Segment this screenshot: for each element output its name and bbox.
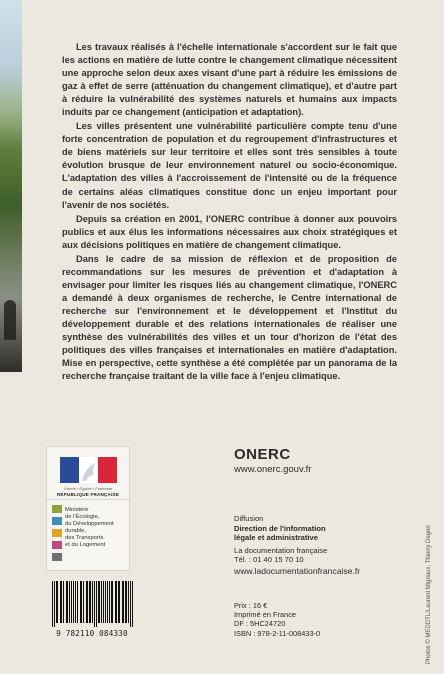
barcode-icon	[46, 579, 138, 627]
brand-url[interactable]: www.onerc.gouv.fr	[234, 464, 312, 475]
photo-credits: Photos © MEDDTL/Laurent Mignaux, Thierry Degen	[426, 525, 432, 664]
barcode-bar	[86, 581, 88, 623]
barcode-bar	[52, 581, 53, 627]
barcode-bar	[83, 581, 84, 623]
color-bar	[52, 505, 62, 513]
barcode-bar	[125, 581, 127, 623]
barcode-bar	[98, 581, 100, 623]
barcode-bar	[101, 581, 102, 623]
color-bar	[52, 553, 62, 561]
publisher-url[interactable]: www.ladocumentationfrancaise.fr	[234, 565, 361, 576]
barcode-bar	[60, 581, 62, 623]
barcode-bar	[89, 581, 91, 623]
printed-in: Imprimé en France	[234, 610, 297, 620]
df-code: DF : 5HC24720	[234, 619, 286, 629]
republic-text: RÉPUBLIQUE FRANÇAISE	[56, 492, 120, 497]
publisher-name: La documentation française	[234, 545, 328, 555]
republique-francaise-logo	[46, 446, 130, 571]
barcode-bar	[115, 581, 117, 623]
barcode-bar	[73, 581, 74, 623]
marianne-flag-icon	[60, 457, 117, 483]
barcode-digits: 9 782110 084330	[56, 629, 128, 638]
barcode-bar	[77, 581, 78, 623]
direction-line-1: Direction de l'information	[234, 523, 326, 533]
brand-name: ONERC	[234, 446, 291, 463]
barcode-bar	[122, 581, 124, 623]
barcode-bar	[109, 581, 110, 623]
barcode-bar	[107, 581, 108, 623]
ministry-line: Ministère	[65, 507, 89, 513]
barcode-bar	[63, 581, 64, 623]
barcode-bar	[92, 581, 93, 623]
person-silhouette	[4, 300, 16, 340]
barcode	[46, 579, 138, 645]
barcode-bar	[132, 581, 133, 627]
paragraph-1: Les travaux réalisés à l'échelle internationale s'accordent sur le fait que les actions en matière de lutte contre le changement climatique nécessitent une approche selon deux axes visant d'une part à réduire les émissions de gaz à effet de serre (atténuation du changement climatique), et d'autre part à réduire la vulnérabilité des systèmes naturels et humains aux impacts induits par ce changement (anticipation et adaptation).	[62, 42, 397, 118]
barcode-bar	[128, 581, 129, 623]
ministry-line: du Développement	[65, 521, 114, 528]
barcode-bar	[94, 581, 95, 627]
barcode-bar	[69, 581, 70, 623]
barcode-bar	[105, 581, 106, 623]
ministry-name	[65, 507, 125, 550]
color-bar	[52, 529, 62, 537]
pricing-block	[234, 601, 320, 638]
direction-line-2: légale et administrative	[234, 533, 318, 543]
barcode-bar	[80, 581, 82, 623]
barcode-bar	[54, 581, 55, 627]
publisher-phone: Tél. : 01 40 15 70 10	[234, 555, 304, 565]
isbn: ISBN : 978-2-11-008433-0	[234, 628, 321, 638]
paragraph-3: Depuis sa création en 2001, l'ONERC contribue à donner aux pouvoirs publics et aux élus les informations nécessaires aux choix stratégiques et aux décisions politiques en matière de changement climatique.	[62, 213, 397, 250]
motto-text: Liberté • Égalité • Fraternité	[63, 486, 113, 491]
barcode-bar	[71, 581, 72, 623]
ministry-color-bars	[52, 505, 62, 565]
back-cover-text	[62, 41, 397, 383]
barcode-bar	[130, 581, 131, 627]
ministry-line: des Transports	[65, 535, 104, 542]
barcode-bar	[96, 581, 97, 627]
barcode-bar	[103, 581, 104, 623]
barcode-bar	[56, 581, 58, 623]
paragraph-2: Les villes présentent une vulnérabilité particulière compte tenu d'une forte concentration de population et du regroupement d'infrastructures et de biens matériels sur leur territoire et elles sont très sensibles à toute évolution brusque de leur environnement naturel ou socio-économique. L'adaptation des villes à l'accroissement de l'intensité ou de la fréquence de certains aléas climatiques constitue donc un enjeu important pour l'avenir de nos sociétés.	[62, 121, 397, 210]
diffusion-block	[234, 514, 424, 577]
ministry-line: de l'Écologie,	[65, 514, 100, 521]
cover-photo-strip	[0, 0, 22, 372]
barcode-bar	[118, 581, 120, 623]
diffusion-label: Diffusion	[234, 514, 264, 523]
logo-divider	[47, 499, 129, 500]
color-bar	[52, 541, 62, 549]
barcode-bar	[66, 581, 68, 623]
barcode-bar	[75, 581, 76, 623]
price: Prix : 16 €	[234, 601, 268, 610]
paragraph-4: Dans le cadre de sa mission de réflexion et de proposition de recommandations sur les mesures de prévention et d'adaptation à envisager pour limiter les risques liés au changement climatique, l'ONERC a demandé à deux organismes de recherche, le Centre international de recherche sur l'environnement et le développement et l'Institut du développement durable et des relations internationales de réaliser une synthèse des vulnérabilités des villes et un tour d'horizon de l'état des politiques des villes françaises et internationales en matière d'adaptation. Mise en perspective, cette synthèse a été complétée par un panorama de la recherche française traitant de la ville face à l'enjeu climatique.	[62, 253, 397, 382]
color-bar	[52, 517, 62, 525]
ministry-line: durable,	[65, 528, 86, 535]
ministry-line: et du Logement	[65, 542, 106, 549]
barcode-bar	[111, 581, 113, 623]
